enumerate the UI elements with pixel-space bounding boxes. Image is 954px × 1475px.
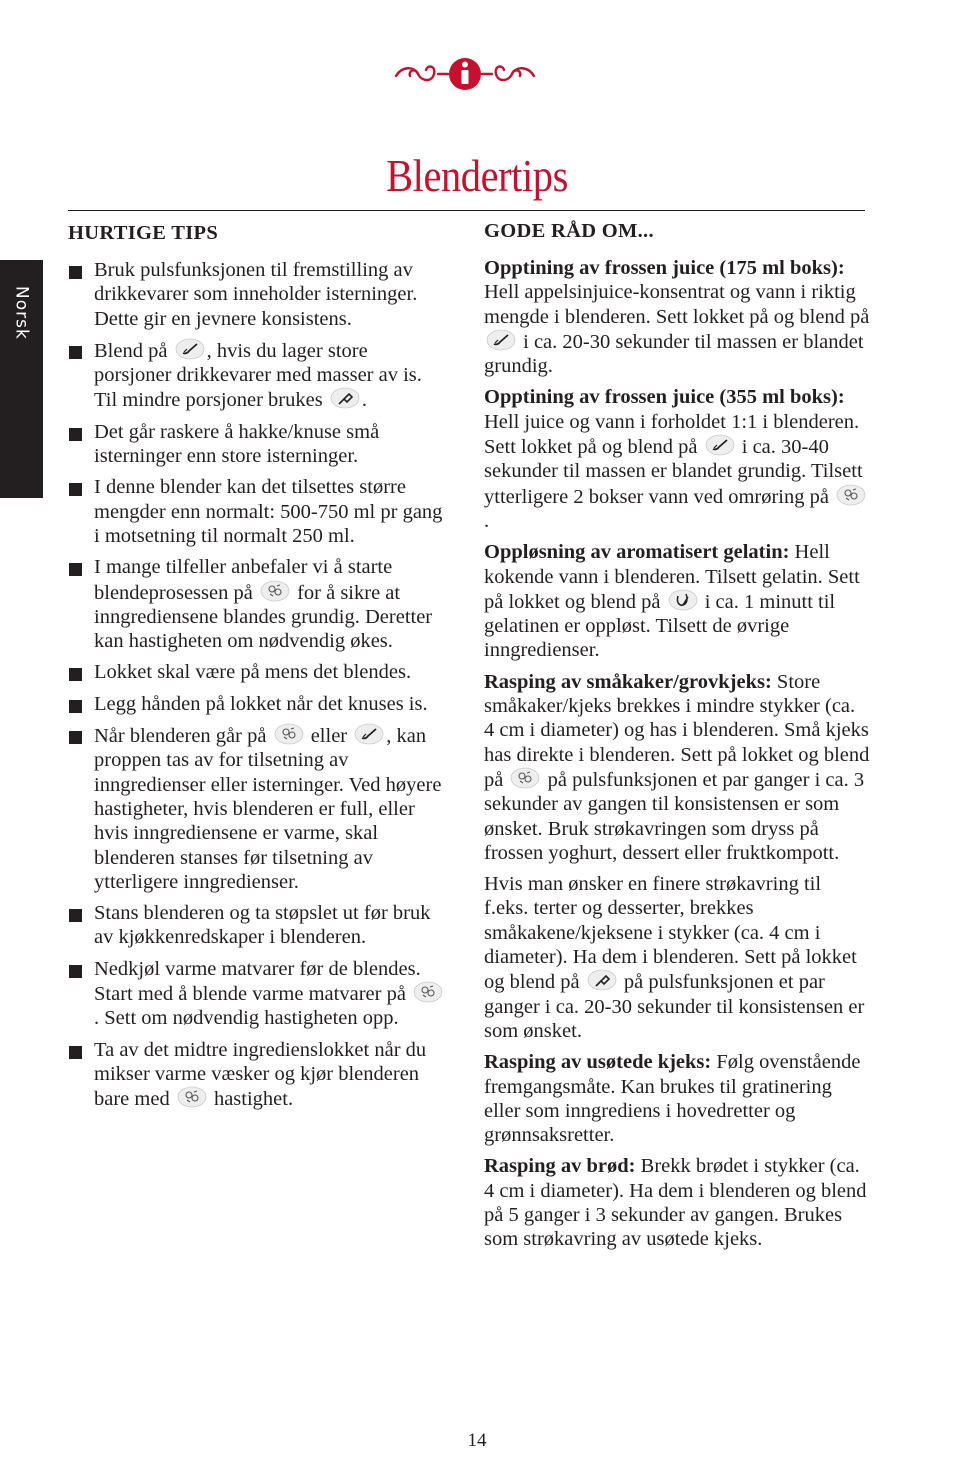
language-tab	[0, 260, 43, 498]
stir-speed-icon	[274, 723, 304, 745]
advice-paragraph: Opptining av frossen juice (175 ml boks): Hell appelsinjuice-konsentrat og vann i riktig mengde i blenderen. Sett lokket på og blend på i ca. 20-30 sekunder til massen er blandet grundig.	[484, 257, 870, 378]
stir-speed-icon	[836, 484, 866, 506]
list-item: I denne blender kan det tilsettes større mengder enn normalt: 500-750 ml pr gang i motsetning til normalt 250 ml.	[68, 475, 448, 548]
whisk-speed-icon	[175, 338, 205, 360]
title-rule	[68, 210, 865, 211]
advice-column	[484, 218, 870, 1259]
whisk-speed-icon	[354, 723, 384, 745]
list-item: Det går raskere å hakke/knuse små isterninger enn store isterninger.	[68, 420, 448, 469]
list-item: Blend på , hvis du lager store porsjoner drikkevarer med masser av is. Til mindre porsjoner brukes .	[68, 338, 448, 413]
page-title: Blendertips	[386, 150, 568, 201]
list-item: Nedkjøl varme matvarer før de blendes. Start med å blende varme matvarer på . Sett om nødvendig hastigheten opp.	[68, 957, 448, 1031]
advice-paragraph: Rasping av brød: Brekk brødet i stykker (ca. 4 cm i diameter). Ha dem i blenderen og blend på 5 ganger i 3 sekunder av gangen. Brukes som strøkavring av usøtede kjeks.	[484, 1155, 867, 1251]
language-tab-label: Norsk	[11, 286, 32, 340]
quick-tips-column	[68, 220, 448, 1119]
advice-paragraph: Rasping av usøtede kjeks: Følg ovenstående fremgangsmåte. Kan brukes til gratinering eller som inngrediens i hovedretter og grønnsaksretter.	[484, 1051, 861, 1147]
quick-tips-list	[68, 258, 448, 1112]
crush-speed-icon	[587, 969, 617, 991]
page-number: 14	[467, 1430, 487, 1451]
advice-paragraph: Rasping av småkaker/grovkjeks: Store småkaker/kjeks brekkes i mindre stykker (ca. 4 cm i diameter) og has i blenderen. Små kjeks has direkte i blenderen. Sett på lokket og blend på på pulsfunksjonen et par ganger i ca. 3 sekunder av gangen til konsistensen er som ønsket. Bruk strøkavringen som dryss på frossen yoghurt, dessert eller fruktkompott.	[484, 670, 870, 864]
stir-speed-icon	[260, 580, 290, 602]
advice-paragraph: Hvis man ønsker en finere strøkavring til f.eks. terter og desserter, brekkes småkakene/kjeksene i stykker (ca. 4 cm i diameter). Ha dem i blenderen. Sett på lokket og blend på på pulsfunksjonen et par ganger i ca. 20-30 sekunder til konsistensen er som ønsket.	[484, 873, 865, 1042]
quick-tips-heading: HURTIGE TIPS	[68, 222, 219, 244]
stir-speed-icon	[510, 767, 540, 789]
crush-speed-icon	[330, 387, 360, 409]
list-item: Stans blenderen og ta støpslet ut før bruk av kjøkkenredskaper i blenderen.	[68, 901, 448, 950]
whisk-speed-icon	[486, 329, 516, 351]
list-item: Bruk pulsfunksjonen til fremstilling av drikkevarer som inneholder isterninger. Dette gir en jevnere konsistens.	[68, 258, 448, 331]
list-item: Ta av det midtre ingredienslokket når du mikser varme væsker og kjør blenderen bare med hastighet.	[68, 1038, 448, 1112]
whisk-speed-icon	[705, 434, 735, 456]
stir-speed-icon	[177, 1086, 207, 1108]
info-ornament-icon	[392, 56, 538, 92]
advice-paragraph: Opptining av frossen juice (355 ml boks): Hell juice og vann i forholdet 1:1 i blenderen. Sett lokket på og blend på i ca. 30-40 sekunder til massen er blandet grundig. Tilsett ytterligere 2 bokser vann ved omrøring på .	[484, 385, 870, 533]
list-item: I mange tilfeller anbefaler vi å starte blendeprosessen på for å sikre at inngrediensene blandes grundig. Deretter kan hastigheten om nødvendig økes.	[68, 555, 448, 653]
advice-paragraph: Oppløsning av aromatisert gelatin: Hell kokende vann i blenderen. Tilsett gelatin. Sett på lokket og blend på i ca. 1 minutt til gelatinen er oppløst. Tilsett de øvrige inngredienser.	[484, 541, 860, 662]
mix-speed-icon	[668, 589, 698, 611]
advice-heading: GODE RÅD OM...	[484, 220, 654, 242]
list-item: Når blenderen går på eller , kan proppen tas av for tilsetning av inngredienser eller isterninger. Ved høyere hastigheter, hvis blenderen er full, eller hvis inngrediensene er varme, skal blenderen stanses før tilsetning av ytterligere inngredienser.	[68, 723, 448, 894]
list-item: Lokket skal være på mens det blendes.	[68, 660, 448, 684]
list-item: Legg hånden på lokket når det knuses is.	[68, 692, 448, 716]
stir-speed-icon	[413, 981, 443, 1003]
